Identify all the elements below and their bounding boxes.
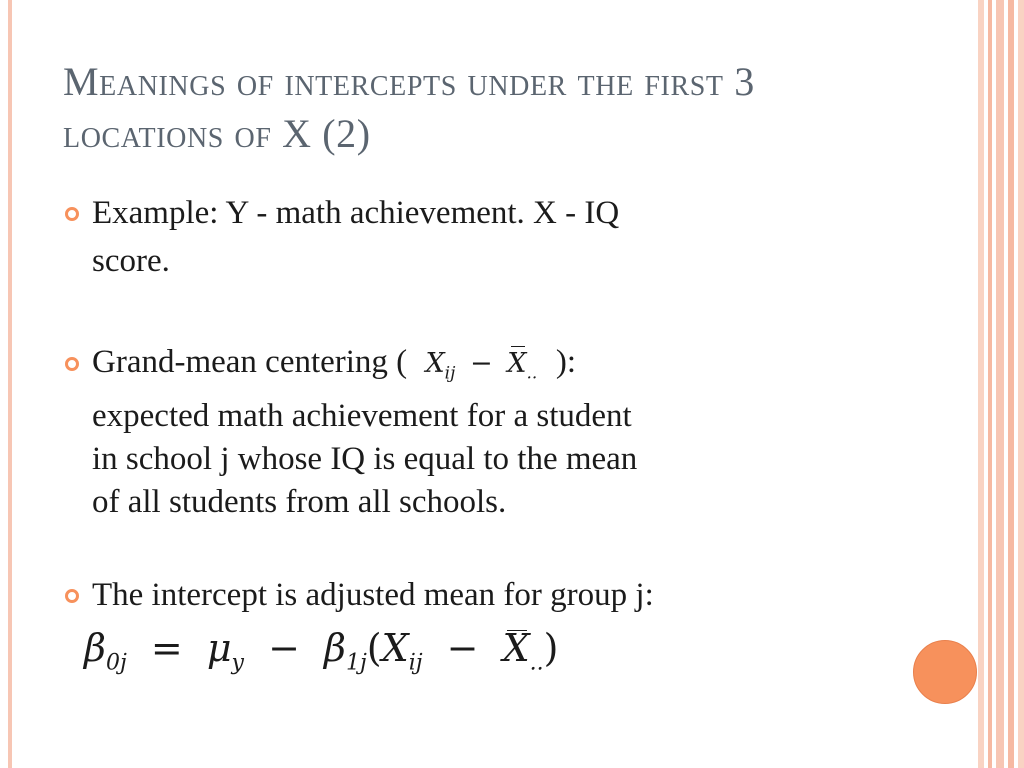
bullet-example-line2: score. — [92, 243, 170, 279]
decorative-circle — [913, 640, 977, 704]
bullet-grand-mean-suffix: ): — [555, 344, 577, 380]
bullet-intercept: The intercept is adjusted mean for group j: — [92, 577, 654, 613]
bullet-ring-icon — [64, 588, 80, 604]
bullet-example-line1: Example: Y - math achievement. X - IQ — [92, 195, 620, 231]
bullet-example — [92, 191, 882, 283]
bullet-ring-icon — [64, 206, 80, 222]
bullet-grand-mean-first-line — [92, 341, 882, 395]
bullet-grand-mean-prefix: Grand-mean centering ( — [92, 344, 408, 380]
left-frame-stripe — [8, 0, 12, 768]
intercept-formula: $\beta_{0j} = \mu_y - \beta_{1j}(X_{ij} - X_{..})$ — [84, 626, 559, 676]
bullet-grand-mean-line4: of all students from all schools. — [92, 484, 507, 521]
bullet-grand-mean-line2: expected math achievement for a student — [92, 398, 632, 435]
right-frame-stripes — [978, 0, 1024, 768]
bullet-grand-mean — [92, 341, 882, 524]
inline-math-centered-x: $X_{ij} - X_{..}$ — [425, 348, 545, 379]
bullet-grand-mean-line3: in school j whose IQ is equal to the mean — [92, 441, 638, 478]
bullet-ring-icon — [64, 356, 80, 372]
slide-title: Meanings of intercepts under the first 3 locations of X (2) — [63, 59, 755, 156]
